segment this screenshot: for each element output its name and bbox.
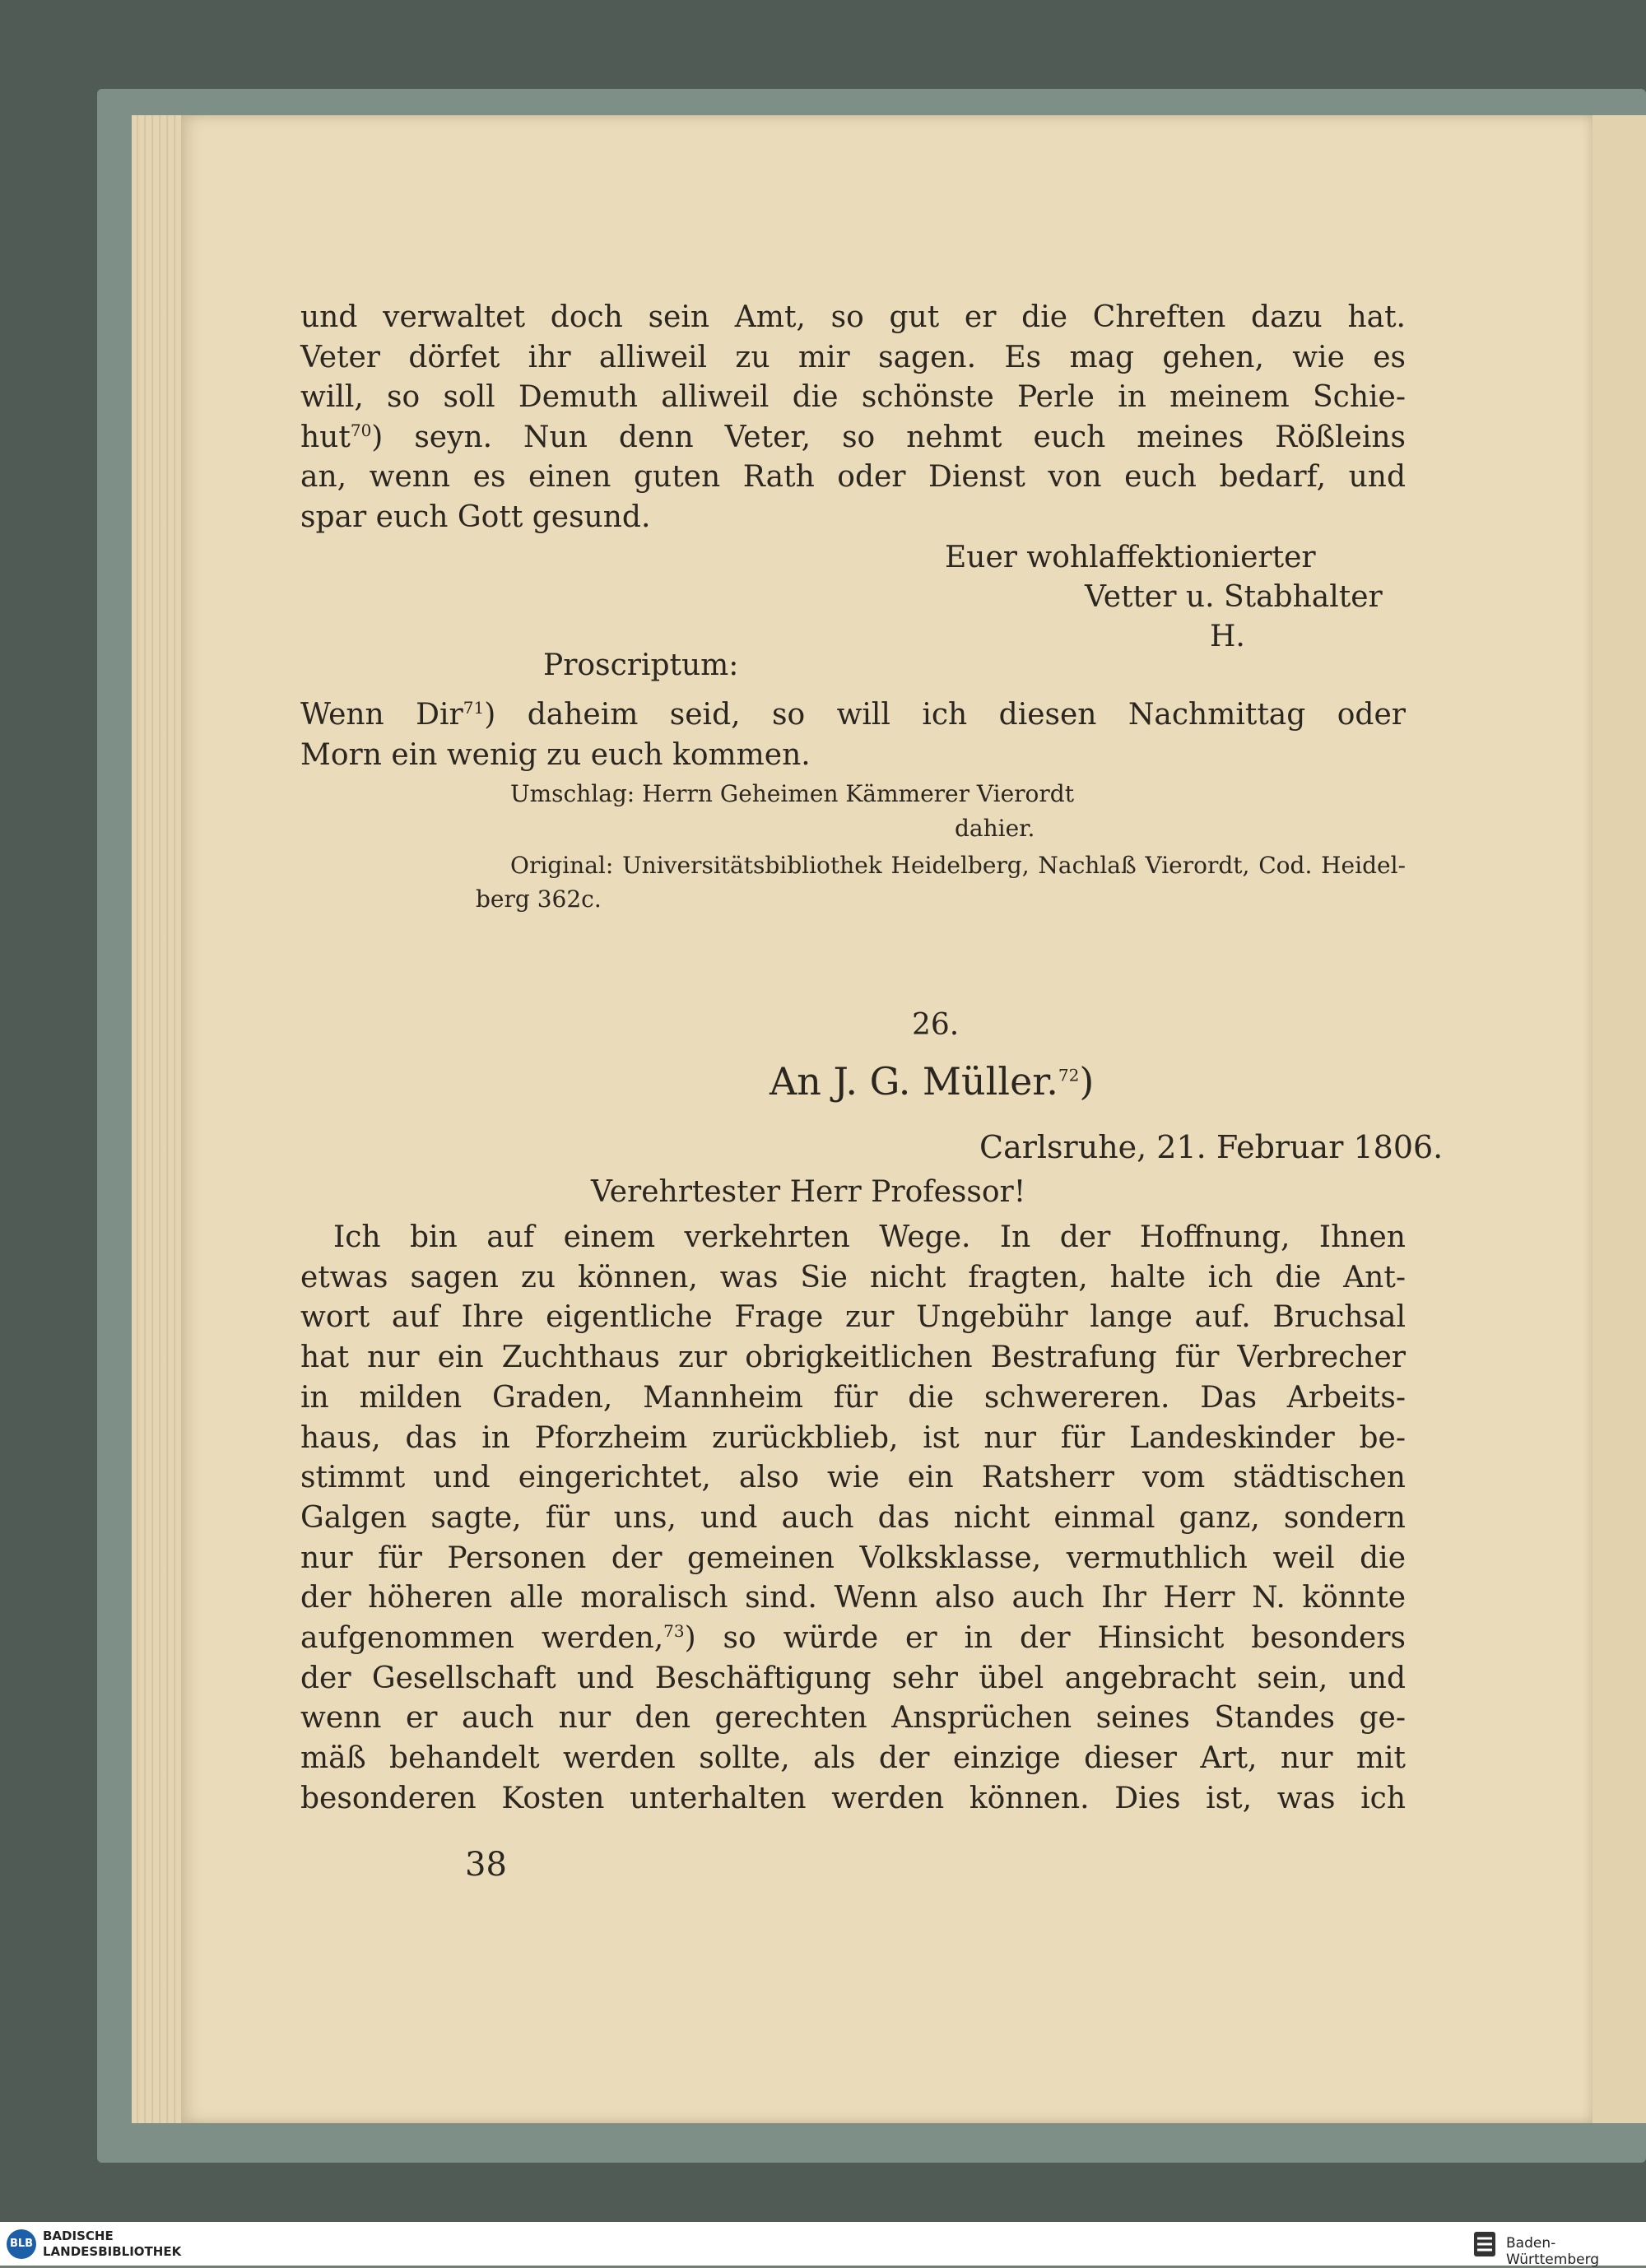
text-fragment: hut [300, 420, 351, 454]
text-line: will, so soll Demuth alliweil die schönste Perle in meinem Schie- [300, 380, 1406, 415]
closing-signature: H. [1210, 620, 1245, 653]
text-fragment: ) daheim seid, so will ich diesen Nachmittag oder [484, 698, 1406, 732]
envelope-note: Umschlag: Herrn Geheimen Kämmerer Vierordt [510, 780, 1074, 807]
text-fragment: aufgenommen werden, [300, 1621, 664, 1656]
text-line: in milden Graden, Mannheim für die schwereren. Das Arbeits- [300, 1380, 1406, 1415]
text-line: an, wenn es einen guten Rath oder Dienst von euch bedarf, und [300, 460, 1406, 495]
envelope-note: dahier. [955, 815, 1035, 842]
text-line: haus, das in Pforzheim zurückblieb, ist nur für Landeskinder be- [300, 1420, 1406, 1455]
text-line: spar euch Gott gesund. [300, 500, 651, 534]
text-line: wort auf Ihre eigentliche Frage zur Ungebühr lange auf. Bruchsal [300, 1300, 1406, 1335]
text-line: Veter dörfet ihr alliweil zu mir sagen. Es mag gehen, wie es [300, 340, 1406, 374]
baden-wuerttemberg-label[interactable]: Baden-Württemberg [1506, 2235, 1600, 2268]
salutation: Verehrtester Herr Professor! [591, 1175, 1026, 1209]
text-line: Galgen sagte, für uns, und auch das nicht einmal ganz, sondern [300, 1500, 1406, 1535]
blb-wordmark[interactable] [43, 2228, 181, 2260]
source-note: Original: Universitätsbibliothek Heidelberg, Nachlaß Vierordt, Cod. Heidel- [510, 852, 1406, 879]
text-line: stimmt und eingerichtet, also wie ein Ratsherr vom städtischen [300, 1461, 1406, 1495]
footnote-ref: 71 [463, 698, 485, 718]
blb-logo[interactable]: BLB [7, 2229, 36, 2259]
text-line: der höheren alle moralisch sind. Wenn also auch Ihr Herr N. könnte [300, 1581, 1406, 1615]
text-line [300, 418, 1406, 458]
text-line: nur für Personen der gemeinen Volksklasse, vermuthlich weil die [300, 1541, 1406, 1575]
letter-body [300, 1218, 1406, 1820]
viewer-footer [0, 2222, 1646, 2266]
closing-line: Vetter u. Stabhalter [1085, 580, 1383, 614]
text-line: besonderen Kosten unterhalten werden können. Dies ist, was ich [300, 1781, 1406, 1815]
postscript-label: Proscriptum: [543, 648, 739, 682]
text-line: mäß behandelt werden sollte, als der einzige dieser Art, nur mit [300, 1741, 1406, 1776]
source-note: berg 362c. [476, 885, 602, 913]
footnote-ref: 72 [1058, 1065, 1080, 1085]
text-fragment: Wenn Dir [300, 698, 463, 732]
intro-paragraph [300, 298, 1406, 538]
footnote-ref: 73 [663, 1621, 685, 1642]
baden-wuerttemberg-crest-icon [1472, 2230, 1497, 2258]
closing-line: Euer wohlaffektionierter [945, 541, 1316, 574]
text-line: wenn er auch nur den gerechten Ansprüchen seines Standes ge- [300, 1701, 1406, 1736]
footnote-ref: 70 [350, 420, 372, 440]
title-text: An J. G. Müller. [770, 1059, 1058, 1104]
postscript-text [300, 695, 1406, 775]
facing-page-edge [1593, 115, 1646, 2123]
blb-line: LANDESBIBLIOTHEK [43, 2244, 182, 2259]
text-line: und verwaltet doch sein Amt, so gut er die Chreften dazu hat. [300, 300, 1406, 334]
letter-title [770, 1059, 1095, 1104]
page-number: 38 [465, 1846, 507, 1884]
text-line [300, 695, 1406, 736]
text-line [300, 1619, 1406, 1659]
blb-line: BADISCHE [43, 2228, 114, 2243]
text-line: der Gesellschaft und Beschäftigung sehr übel angebracht sein, und [300, 1661, 1406, 1695]
date-line: Carlsruhe, 21. Februar 1806. [979, 1129, 1444, 1165]
text-line: Morn ein wenig zu euch kommen. [300, 737, 811, 772]
text-fragment: ) seyn. Nun denn Veter, so nehmt euch meines Rößleins [371, 420, 1406, 454]
text-line: etwas sagen zu können, was Sie nicht fragten, halte ich die Ant- [300, 1260, 1406, 1294]
letter-number: 26. [912, 1008, 960, 1042]
text-line: Ich bin auf einem verkehrten Wege. In der Hoffnung, Ihnen [333, 1220, 1406, 1254]
text-line: hat nur ein Zuchthaus zur obrigkeitlichen Bestrafung für Verbrecher [300, 1341, 1406, 1375]
text-fragment: ) so würde er in der Hinsicht besonders [684, 1621, 1406, 1656]
title-text: ) [1079, 1059, 1095, 1104]
